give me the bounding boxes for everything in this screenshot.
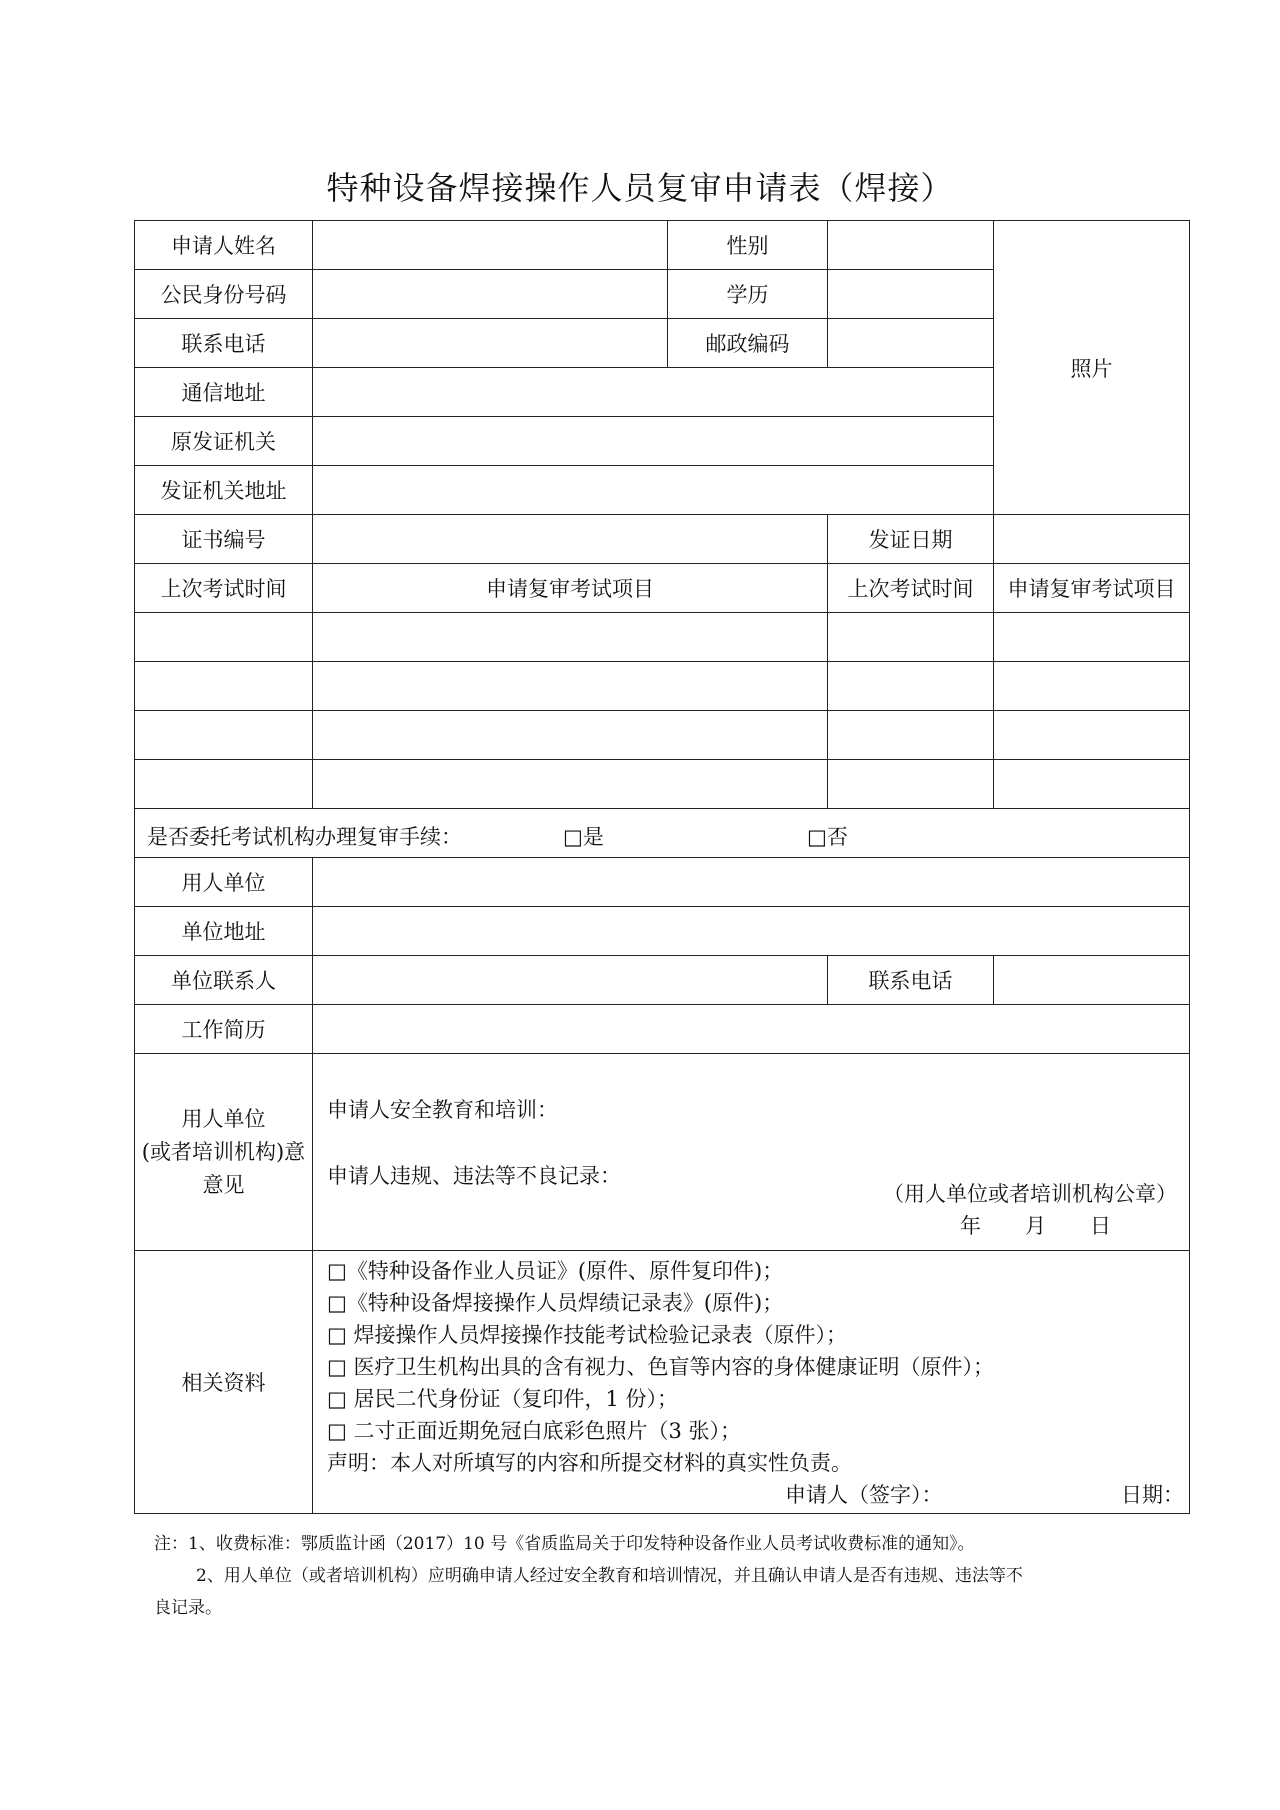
document-item[interactable]: □ 焊接操作人员焊接操作技能考试检验记录表（原件）； <box>327 1323 848 1347</box>
document-item[interactable]: □ 医疗卫生机构出具的含有视力、色盲等内容的身体健康证明（原件）； <box>327 1355 995 1379</box>
employer-label: 用人单位 <box>135 858 313 907</box>
exam-time-cell[interactable] <box>135 613 313 662</box>
employer-address-field[interactable] <box>313 907 1190 956</box>
exam-item-cell[interactable] <box>994 760 1190 809</box>
issuer-field[interactable] <box>313 417 994 466</box>
opinion-violations: 申请人违规、违法等不良记录： <box>327 1164 621 1188</box>
opinion-year: 年 <box>960 1214 981 1238</box>
review-items-header: 申请复审考试项目 <box>313 564 828 613</box>
last-exam-time-header: 上次考试时间 <box>135 564 313 613</box>
phone-field[interactable] <box>313 319 668 368</box>
page-title: 特种设备焊接操作人员复审申请表（焊接） <box>326 169 954 207</box>
issue-date-field[interactable] <box>994 515 1190 564</box>
exam-time-cell[interactable] <box>135 711 313 760</box>
document-item[interactable]: □ 居民二代身份证（复印件，1 份）； <box>327 1387 679 1411</box>
opinion-training: 申请人安全教育和培训： <box>327 1098 558 1122</box>
entrust-row <box>135 809 1190 858</box>
opinion-label-line3: 意见 <box>202 1172 245 1197</box>
postcode-field[interactable] <box>828 319 994 368</box>
employer-contact-label: 单位联系人 <box>135 956 313 1005</box>
employer-address-label: 单位地址 <box>135 907 313 956</box>
employer-contact-field[interactable] <box>313 956 828 1005</box>
opinion-date <box>916 1210 1111 1240</box>
issuer-address-field[interactable] <box>313 466 994 515</box>
document-item[interactable]: □ 二寸正面近期免冠白底彩色照片（3 张）； <box>327 1419 742 1443</box>
entrust-yes-checkbox[interactable]: □是 <box>563 825 604 849</box>
applicant-name-field[interactable] <box>313 221 668 270</box>
opinion-day: 日 <box>1090 1214 1111 1238</box>
exam-time-cell[interactable] <box>828 711 994 760</box>
photo-box[interactable]: 照片 <box>994 221 1190 515</box>
documents-label: 相关资料 <box>135 1251 313 1514</box>
document-item[interactable]: □《特种设备作业人员证》(原件、原件复印件)； <box>327 1259 784 1283</box>
exam-time-cell[interactable] <box>828 662 994 711</box>
education-label: 学历 <box>668 270 828 319</box>
applicant-name-label: 申请人姓名 <box>135 221 313 270</box>
postcode-label: 邮政编码 <box>668 319 828 368</box>
employer-field[interactable] <box>313 858 1190 907</box>
sign-date-label[interactable]: 日期： <box>1121 1483 1184 1507</box>
opinion-month: 月 <box>1025 1214 1046 1238</box>
review-items-header-2: 申请复审考试项目 <box>994 564 1190 613</box>
entrust-question: 是否委托考试机构办理复审手续： <box>147 825 462 849</box>
employer-phone-field[interactable] <box>994 956 1190 1005</box>
footnotes <box>154 1528 1134 1624</box>
address-field[interactable] <box>313 368 994 417</box>
opinion-seal: （用人单位或者培训机构公章） <box>883 1182 1177 1206</box>
issue-date-label: 发证日期 <box>828 515 994 564</box>
declaration-text: 声明：本人对所填写的内容和所提交材料的真实性负责。 <box>327 1451 852 1475</box>
note-1: 注：1、收费标准：鄂质监计函（2017）10 号《省质监局关于印发特种设备作业人员考试收费标准的通知》。 <box>154 1534 975 1554</box>
employer-phone-label: 联系电话 <box>828 956 994 1005</box>
exam-item-cell[interactable] <box>994 662 1190 711</box>
last-exam-time-header-2: 上次考试时间 <box>828 564 994 613</box>
exam-item-cell[interactable] <box>994 613 1190 662</box>
issuer-address-label: 发证机关地址 <box>135 466 313 515</box>
note-2-cont: 良记录。 <box>154 1598 222 1618</box>
exam-time-cell[interactable] <box>828 760 994 809</box>
opinion-label <box>135 1054 313 1251</box>
work-history-field[interactable] <box>313 1005 1190 1054</box>
id-number-label: 公民身份号码 <box>135 270 313 319</box>
exam-item-cell[interactable] <box>994 711 1190 760</box>
cert-number-field[interactable] <box>313 515 828 564</box>
work-history-label: 工作简历 <box>135 1005 313 1054</box>
gender-field[interactable] <box>828 221 994 270</box>
exam-time-cell[interactable] <box>135 662 313 711</box>
entrust-no-checkbox[interactable]: □否 <box>807 825 848 849</box>
document-item[interactable]: □《特种设备焊接操作人员焊绩记录表》(原件)； <box>327 1291 784 1315</box>
phone-label: 联系电话 <box>135 319 313 368</box>
exam-item-cell[interactable] <box>313 613 828 662</box>
opinion-label-line2: (或者培训机构)意 <box>141 1139 306 1164</box>
opinion-label-line1: 用人单位 <box>181 1106 266 1131</box>
exam-item-cell[interactable] <box>313 662 828 711</box>
education-field[interactable] <box>828 270 994 319</box>
issuer-label: 原发证机关 <box>135 417 313 466</box>
address-label: 通信地址 <box>135 368 313 417</box>
exam-item-cell[interactable] <box>313 760 828 809</box>
signature-label[interactable]: 申请人（签字）： <box>785 1483 943 1507</box>
exam-time-cell[interactable] <box>828 613 994 662</box>
gender-label: 性别 <box>668 221 828 270</box>
application-form-table <box>134 220 1190 1514</box>
note-2: 2、用人单位（或者培训机构）应明确申请人经过安全教育和培训情况，并且确认申请人是否有违规、违法等不 <box>196 1566 1023 1586</box>
exam-item-cell[interactable] <box>313 711 828 760</box>
exam-time-cell[interactable] <box>135 760 313 809</box>
documents-area <box>313 1251 1190 1514</box>
opinion-area[interactable] <box>313 1054 1190 1251</box>
cert-number-label: 证书编号 <box>135 515 313 564</box>
id-number-field[interactable] <box>313 270 668 319</box>
